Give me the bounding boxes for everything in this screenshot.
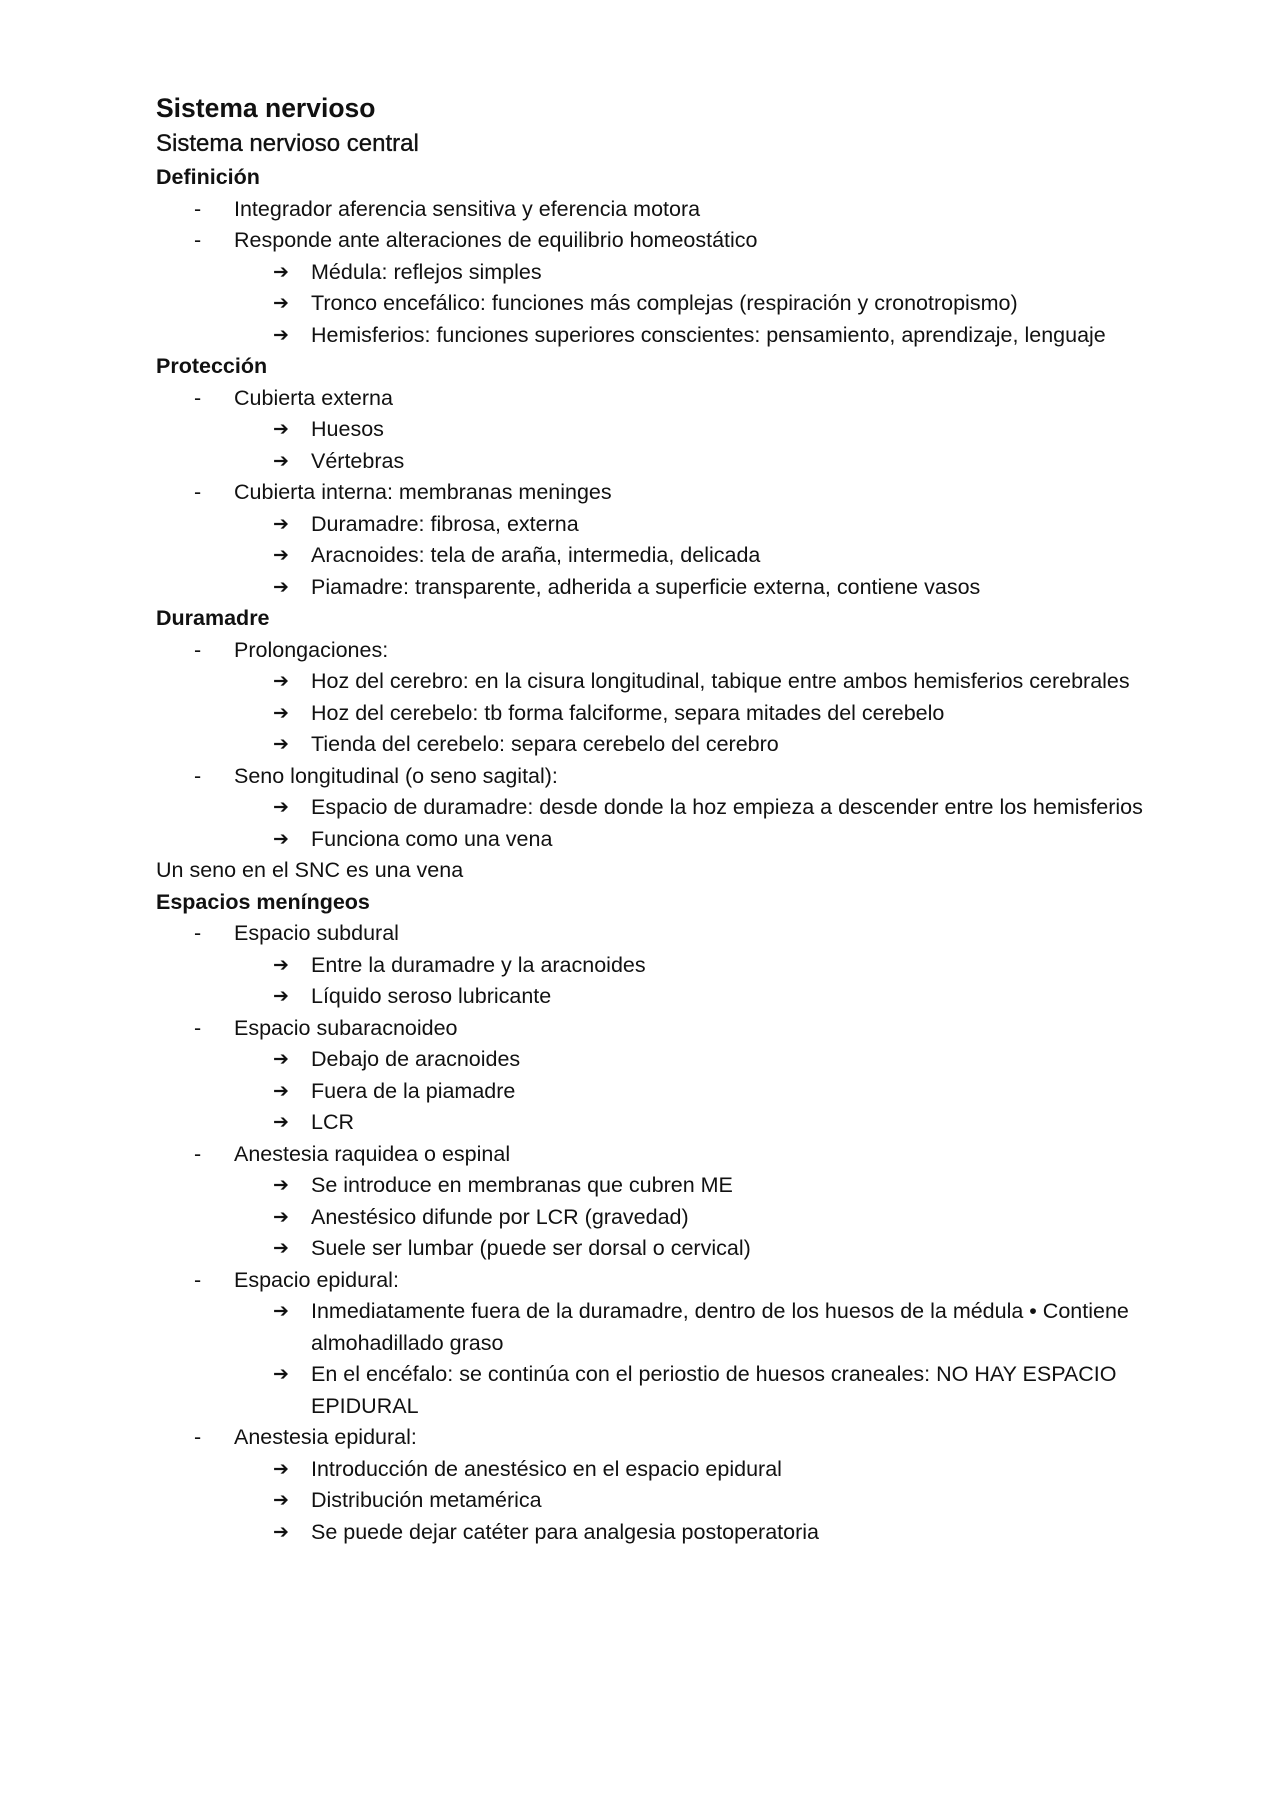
arrow-bullet-icon: ➔ <box>273 1489 289 1511</box>
sublist <box>234 1454 1166 1549</box>
arrow-bullet-icon: ➔ <box>273 1048 289 1070</box>
list-item: - Integrador aferencia sensitiva y eferencia motora <box>156 194 1166 226</box>
arrow-bullet-icon: ➔ <box>273 1174 289 1196</box>
sublist-item: ➔ Espacio de duramadre: desde donde la hoz empieza a descender entre los hemisferios <box>156 792 1166 824</box>
section-heading-definicion: Definición <box>156 165 260 189</box>
sublist-item: ➔ Inmediatamente fuera de la duramadre, dentro de los huesos de la médula • Contiene almohadillado graso <box>156 1296 1166 1359</box>
list-item: - Anestesia epidural: ➔ Introducción de anestésico en el espacio epidural ➔ Distribución metamérica ➔ Se puede dejar catéter para analgesia postoperatoria <box>156 1422 1166 1548</box>
sublist-item: ➔ Hoz del cerebro: en la cisura longitudinal, tabique entre ambos hemisferios cerebrales <box>156 666 1166 698</box>
sublist-item: ➔ Anestésico difunde por LCR (gravedad) <box>156 1202 1166 1234</box>
arrow-bullet-icon: ➔ <box>273 1205 289 1228</box>
dash-bullet: - <box>194 1267 202 1292</box>
sublist-item: ➔ Se puede dejar catéter para analgesia postoperatoria <box>156 1517 1166 1549</box>
document-page <box>156 90 1166 1548</box>
arrow-bullet-icon: ➔ <box>273 575 289 598</box>
sublist-item: ➔ Hemisferios: funciones superiores conscientes: pensamiento, aprendizaje, lenguaje <box>156 320 1166 352</box>
arrow-bullet-icon: ➔ <box>273 953 289 976</box>
sublist-item: ➔ Se introduce en membranas que cubren ME <box>156 1170 1166 1202</box>
list-definicion <box>156 194 1166 352</box>
sublist <box>234 666 1166 761</box>
sublist-item: ➔ En el encéfalo: se continúa con el periostio de huesos craneales: NO HAY ESPACIO EPIDURAL <box>156 1359 1166 1422</box>
dash-bullet: - <box>194 480 202 504</box>
dash-bullet: - <box>194 763 202 788</box>
sublist-item: ➔ Vértebras <box>156 446 1166 478</box>
arrow-bullet-icon: ➔ <box>273 512 289 535</box>
arrow-bullet-icon: ➔ <box>273 827 289 850</box>
sublist-item: ➔ Duramadre: fibrosa, externa <box>156 509 1166 541</box>
arrow-bullet-icon: ➔ <box>273 1079 289 1102</box>
list-espacios <box>156 918 1166 1548</box>
sublist-item: ➔ Debajo de aracnoides <box>156 1044 1166 1076</box>
arrow-bullet-icon: ➔ <box>273 670 289 692</box>
sublist-item: ➔ Fuera de la piamadre <box>156 1076 1166 1108</box>
section-heading-espacios: Espacios meníngeos <box>156 889 370 914</box>
list-item: - Anestesia raquidea o espinal ➔ Se introduce en membranas que cubren ME ➔ Anestésico difunde por LCR (gravedad) ➔ Suele ser lumbar (puede ser dorsal o cervical) <box>156 1139 1166 1265</box>
dash-bullet: - <box>194 1015 202 1040</box>
list-proteccion <box>156 383 1166 604</box>
arrow-bullet-icon: ➔ <box>273 418 289 440</box>
sublist <box>234 509 1166 604</box>
arrow-bullet-icon: ➔ <box>273 733 289 755</box>
sublist-item: ➔ Entre la duramadre y la aracnoides <box>156 950 1166 982</box>
sublist <box>234 950 1166 1013</box>
arrow-bullet-icon: ➔ <box>273 1520 289 1543</box>
dash-bullet: - <box>194 228 202 252</box>
list-item: - Cubierta interna: membranas meninges ➔ Duramadre: fibrosa, externa ➔ Aracnoides: tela de araña, intermedia, delicada ➔ Piamadre: transparente, adherida a superficie externa, contiene vasos <box>156 477 1166 603</box>
sublist-item: ➔ Piamadre: transparente, adherida a superficie externa, contiene vasos <box>156 572 1166 604</box>
dash-bullet: - <box>194 1425 202 1449</box>
list-item: - Cubierta externa ➔ Huesos ➔ Vértebras <box>156 383 1166 478</box>
sublist-item: ➔ Tronco encefálico: funciones más complejas (respiración y cronotropismo) <box>156 288 1166 320</box>
sublist-item: ➔ Introducción de anestésico en el espacio epidural <box>156 1454 1166 1486</box>
sublist-item: ➔ Suele ser lumbar (puede ser dorsal o cervical) <box>156 1233 1166 1265</box>
list-item: - Responde ante alteraciones de equilibrio homeostático ➔ Médula: reflejos simples ➔ Tronco encefálico: funciones más complejas (respiración y cronotropismo) ➔ Hemisferios: funciones superiores conscientes: pensamiento, aprendizaje, lenguaje <box>156 225 1166 351</box>
sublist <box>234 1170 1166 1265</box>
sublist-item: ➔ LCR <box>156 1107 1166 1139</box>
arrow-bullet-icon: ➔ <box>273 323 289 346</box>
sublist-item: ➔ Tienda del cerebelo: separa cerebelo del cerebro <box>156 729 1166 761</box>
arrow-bullet-icon: ➔ <box>273 796 289 818</box>
sublist-item: ➔ Hoz del cerebelo: tb forma falciforme, separa mitades del cerebelo <box>156 698 1166 730</box>
dash-bullet: - <box>194 1141 202 1166</box>
sublist-item: ➔ Huesos <box>156 414 1166 446</box>
sublist-item: ➔ Funciona como una vena <box>156 824 1166 856</box>
arrow-bullet-icon: ➔ <box>273 985 289 1007</box>
arrow-bullet-icon: ➔ <box>273 1111 289 1133</box>
list-item: - Espacio subdural ➔ Entre la duramadre y la aracnoides ➔ Líquido seroso lubricante <box>156 918 1166 1013</box>
dash-bullet: - <box>194 921 202 945</box>
list-item: - Espacio subaracnoideo ➔ Debajo de aracnoides ➔ Fuera de la piamadre ➔ LCR <box>156 1013 1166 1139</box>
sublist <box>234 1044 1166 1139</box>
sublist-item: ➔ Líquido seroso lubricante <box>156 981 1166 1013</box>
section-heading-duramadre: Duramadre <box>156 606 270 630</box>
arrow-bullet-icon: ➔ <box>273 1363 289 1385</box>
list-item: - Prolongaciones: ➔ Hoz del cerebro: en la cisura longitudinal, tabique entre ambos hemisferios cerebrales ➔ Hoz del cerebelo: tb forma falciforme, separa mitades del cerebelo ➔ Tienda del cerebelo: separa cerebelo del cerebro <box>156 635 1166 761</box>
dash-bullet: - <box>194 196 202 221</box>
sublist <box>234 257 1166 352</box>
arrow-bullet-icon: ➔ <box>273 292 289 314</box>
section-heading-proteccion: Protección <box>156 354 268 378</box>
sublist-item: ➔ Distribución metamérica <box>156 1485 1166 1517</box>
sublist <box>234 1296 1166 1422</box>
dash-bullet: - <box>194 385 202 410</box>
list-item: - Seno longitudinal (o seno sagital): ➔ Espacio de duramadre: desde donde la hoz empieza a descender entre los hemisferios ➔ Funciona como una vena <box>156 761 1166 856</box>
arrow-bullet-icon: ➔ <box>273 1457 289 1480</box>
sublist <box>234 792 1166 855</box>
arrow-bullet-icon: ➔ <box>273 1300 289 1322</box>
note-paragraph: Un seno en el SNC es una vena <box>156 858 464 882</box>
sublist-item: ➔ Médula: reflejos simples <box>156 257 1166 289</box>
page-title: Sistema nervioso <box>156 93 376 123</box>
arrow-bullet-icon: ➔ <box>273 449 289 472</box>
page-subtitle: Sistema nervioso central <box>156 130 419 157</box>
arrow-bullet-icon: ➔ <box>273 1237 289 1259</box>
arrow-bullet-icon: ➔ <box>273 544 289 566</box>
dash-bullet: - <box>194 637 202 662</box>
list-item: - Espacio epidural: ➔ Inmediatamente fuera de la duramadre, dentro de los huesos de la médula • Contiene almohadillado graso ➔ En el encéfalo: se continúa con el periostio de huesos craneales: NO HAY ESPACIO EPIDURAL <box>156 1265 1166 1423</box>
sublist-item: ➔ Aracnoides: tela de araña, intermedia, delicada <box>156 540 1166 572</box>
sublist <box>234 414 1166 477</box>
list-duramadre <box>156 635 1166 856</box>
arrow-bullet-icon: ➔ <box>273 260 289 283</box>
arrow-bullet-icon: ➔ <box>273 701 289 724</box>
